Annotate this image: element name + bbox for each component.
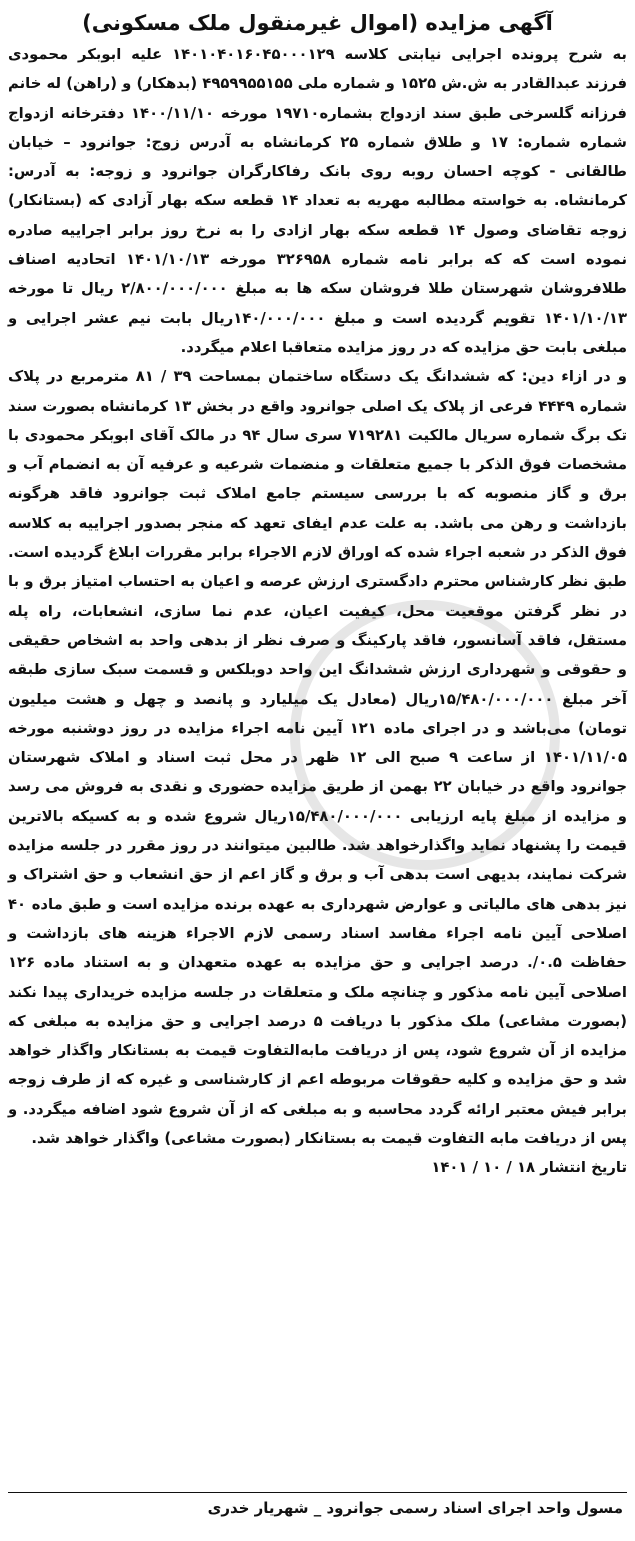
publish-date: تاریخ انتشار ۱۸ / ۱۰ / ۱۴۰۱ xyxy=(431,1159,627,1177)
notice-paragraph: و در ازاء دین: که ششدانگ یک دستگاه ساختمان بمساحت ۳۹ / ۸۱ مترمربع در پلاک شماره ۴۴۴۹ فرعی از پلاک یک اصلی جوانرود واقع در بخش ۱۳ کرمانشاه بصورت سند تک برگ شماره سریال مالکیت ۷۱۹۲۸۱ سری سال ۹۴ در مالک آقای ابوبکر محمودی با مشخصات فوق الذکر با جمیع متعلقات و منضمات شرعیه و عرفیه آن به انضمام آب و برق و گاز منصوبه که با بررسی سیستم جامع املاک ثبت جوانرود فاقد هرگونه بازداشت و رهن می باشد. به علت عدم ایفای تعهد که منجر بصدور اجراییه به کلاسه فوق الذکر در شعبه اجراء شده که اوراق لازم الاجراء برابر مقررات ابلاغ گردیده است. طبق نظر کارشناس محترم دادگستری ارزش عرصه و اعیان به احتساب امتیاز برق و با در نظر گرفتن موقعیت محل، کیفیت اعیان، عدم نما سازی، انشعابات، راه پله مستقل، فاقد آسانسور، فاقد پارکینگ و صرف نظر از بدهی واحد به اشخاص حقیقی و حقوقی و شهرداری ارزش ششدانگ این واحد دوبلکس و قسمت سبک سازی طبقه آخر مبلغ ۱۵/۴۸۰/۰۰۰/۰۰۰ریال (معادل یک میلیارد و پانصد و چهل و هشت میلیون تومان) می‌باشد و در اجرای ماده ۱۲۱ آیین نامه اجراء مزایده در روز دوشنبه مورخه ۱۴۰۱/۱۱/۰۵ از ساعت ۹ صبح الی ۱۲ ظهر در محل ثبت اسناد و املاک شهرستان جوانرود واقع در خیابان ۲۲ بهمن از طریق مزایده حضوری و نقدی به فروش می رسد و مزایده از مبلغ پایه ارزیابی ۱۵/۴۸۰/۰۰۰/۰۰۰ریال شروع شده و به کسیکه بالاترین قیمت را پشنهاد نماید واگذارخواهد شد. طالبین میتوانند در روز مقرر در جلسه مزایده شرکت نمایند، بدیهی است بدهی آب و برق و گاز اعم از حق انشعاب و حق اشتراک و نیز بدهی های مالیاتی و عوارض شهرداری به عهده برنده مزایده است و طبق ماده ۴۰ اصلاحی آیین نامه اجراء مفاسد اسناد رسمی لازم الاجراء هزینه های بازداشت و حفاظت ۰.۵/. درصد اجرایی و حق مزایده به عهده متعهدان و به استناد ماده ۱۲۶ اصلاحی آیین نامه مذکور و چنانچه ملک و متعلقات در جلسه مزایده خریداری پیدا نکند (بصورت مشاعی) ملک مذکور با دریافت ۵ درصد اجرایی و حق مزایده به مبلغی که مزایده از آن شروع شود، پس از دریافت مابه‌التفاوت قیمت به بستانکار واگذار خواهد شد و حق مزایده و کلیه حقوقات مربوطه اعم از کارشناسی و غیره که از طرف زوجه برابر فیش معتبر ارائه گردد محاسبه و به مبلغی که از آن شروع شود اضافه میگردد. و پس از دریافت مابه التفاوت قیمت به بستانکار (بصورت مشاعی) واگذار خواهد شد. xyxy=(8,368,628,1147)
notice-body xyxy=(8,40,627,1153)
notice-title: آگهی مزایده (اموال غیرمنقول ملک مسکونی) xyxy=(82,11,553,35)
notice-paragraph: به شرح پرونده اجرایی نیابتی کلاسه ۱۴۰۱۰۴۰۱۶۰۴۵۰۰۰۱۲۹ علیه ابوبکر محمودی فرزند عبدالقادر به ش.ش ۱۵۲۵ و شماره ملی ۴۹۵۹۹۵۵۱۵۵ (بدهکار) و (راهن) له خانم فرزانه گلسرخی طبق سند ازدواج بشماره۱۹۷۱۰ مورخه ۱۴۰۰/۱۱/۱۰ دفترخانه ازدواج شماره شماره: ۱۷ و طلاق شماره ۲۵ کرمانشاه به آدرس زوج: جوانرود – خیابان طالقانی - کوچه احسان روبه روی بانک رفاکارگران جوانرود و زوجه: به آدرس: کرمانشاه. به خواسته مطالبه مهریه به تعداد ۱۴ قطعه سکه بهار آزادی که (بستانکار) زوجه تقاضای وصول ۱۴ قطعه سکه بهار ازادی را به نرخ روز برابر اجراییه صادره نموده است که که برابر نامه شماره ۳۲۶۹۵۸ مورخه ۱۴۰۱/۱۰/۱۳ اتحادیه اصناف طلافروشان شهرستان طلا فروشان سکه ها به مبلغ ۲/۸۰۰/۰۰۰/۰۰۰ ریال تا مورخه ۱۴۰۱/۱۰/۱۳ تقویم گردیده است و مبلغ ۱۴۰/۰۰۰/۰۰۰ریال بابت نیم عشر اجرایی و مبلغی بابت حق مزایده که در روز مزایده متعاقبا اعلام میگردد. xyxy=(8,46,628,356)
signature-line: مسول واحد اجرای اسناد رسمی جوانرود _ شهریار خدری xyxy=(8,1492,627,1523)
